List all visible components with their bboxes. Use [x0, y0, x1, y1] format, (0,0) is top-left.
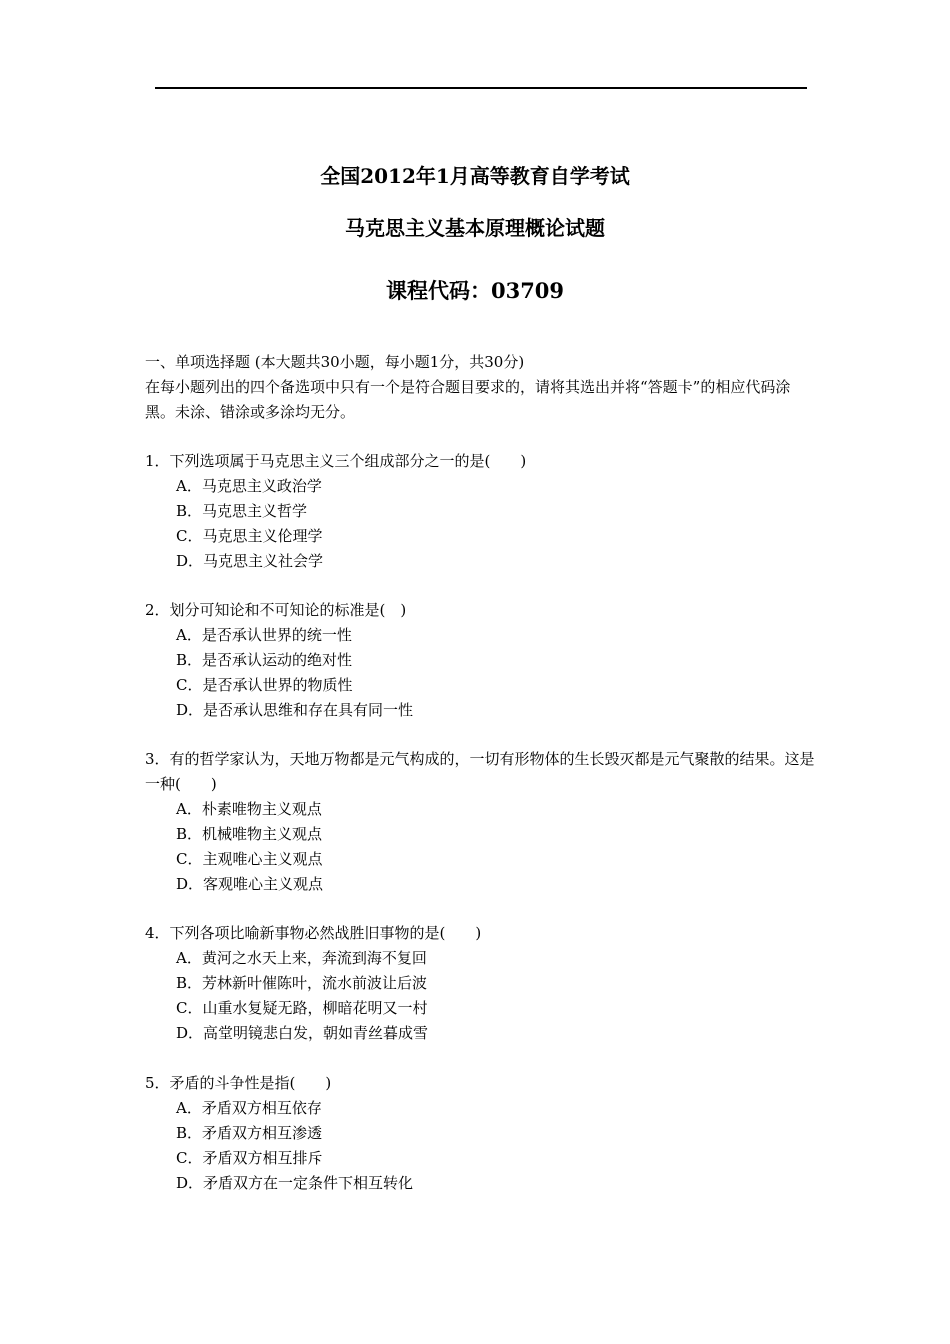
question-2: [145, 598, 815, 723]
section-instruction: 在每小题列出的四个备选项中只有一个是符合题目要求的，请将其选出并将“答题卡”的相应代码涂黑。未涂、错涂或多涂均无分。: [145, 378, 791, 421]
option-a: A．黄河之水天上来，奔流到海不复回: [176, 949, 427, 967]
option-c: C．山重水复疑无路，柳暗花明又一村: [176, 999, 428, 1017]
option-a: A．朴素唯物主义观点: [176, 800, 322, 818]
option-c: C．是否承认世界的物质性: [176, 676, 353, 694]
option-list: [145, 1096, 815, 1196]
option-d: D．矛盾双方在一定条件下相互转化: [176, 1174, 414, 1192]
option-a: A．矛盾双方相互依存: [176, 1099, 322, 1117]
option-d: D．是否承认思维和存在具有同一性: [176, 701, 414, 719]
question-stem: 5．矛盾的斗争性是指( ): [145, 1074, 332, 1092]
option-c: C．主观唯心主义观点: [176, 850, 323, 868]
question-stem: 3．有的哲学家认为，天地万物都是元气构成的，一切有形物体的生长毁灭都是元气聚散的结果。这是一种( ): [145, 750, 815, 793]
option-c: C．马克思主义伦理学: [176, 527, 323, 545]
question-stem: 2．划分可知论和不可知论的标准是( ): [145, 601, 407, 619]
option-list: [145, 946, 815, 1046]
option-d: D．客观唯心主义观点: [176, 875, 324, 893]
question-stem: 1．下列选项属于马克思主义三个组成部分之一的是( ): [145, 452, 527, 470]
question-3: [145, 747, 815, 897]
option-a: A．是否承认世界的统一性: [176, 626, 352, 644]
exam-title: 全国2012年1月高等教育自学考试: [320, 164, 630, 188]
section-heading: 一、单项选择题 (本大题共30小题，每小题1分，共30分): [145, 353, 525, 371]
question-stem: 4．下列各项比喻新事物必然战胜旧事物的是( ): [145, 924, 482, 942]
option-b: B．马克思主义哲学: [176, 502, 308, 520]
option-b: B．机械唯物主义观点: [176, 825, 323, 843]
option-b: B．芳林新叶催陈叶，流水前波让后波: [176, 974, 428, 992]
option-d: D．高堂明镜悲白发，朝如青丝暮成雪: [176, 1024, 429, 1042]
course-code: 课程代码：03709: [385, 278, 565, 303]
question-4: [145, 921, 815, 1046]
question-1: [145, 449, 815, 574]
option-b: B．是否承认运动的绝对性: [176, 651, 353, 669]
option-list: [145, 623, 815, 723]
option-c: C．矛盾双方相互排斥: [176, 1149, 323, 1167]
option-list: [145, 797, 815, 897]
top-rule-divider: [155, 87, 807, 89]
option-b: B．矛盾双方相互渗透: [176, 1124, 323, 1142]
question-5: [145, 1071, 815, 1196]
option-d: D．马克思主义社会学: [176, 552, 324, 570]
option-list: [145, 474, 815, 574]
option-a: A．马克思主义政治学: [176, 477, 322, 495]
exam-subject-title: 马克思主义基本原理概论试题: [345, 216, 605, 240]
